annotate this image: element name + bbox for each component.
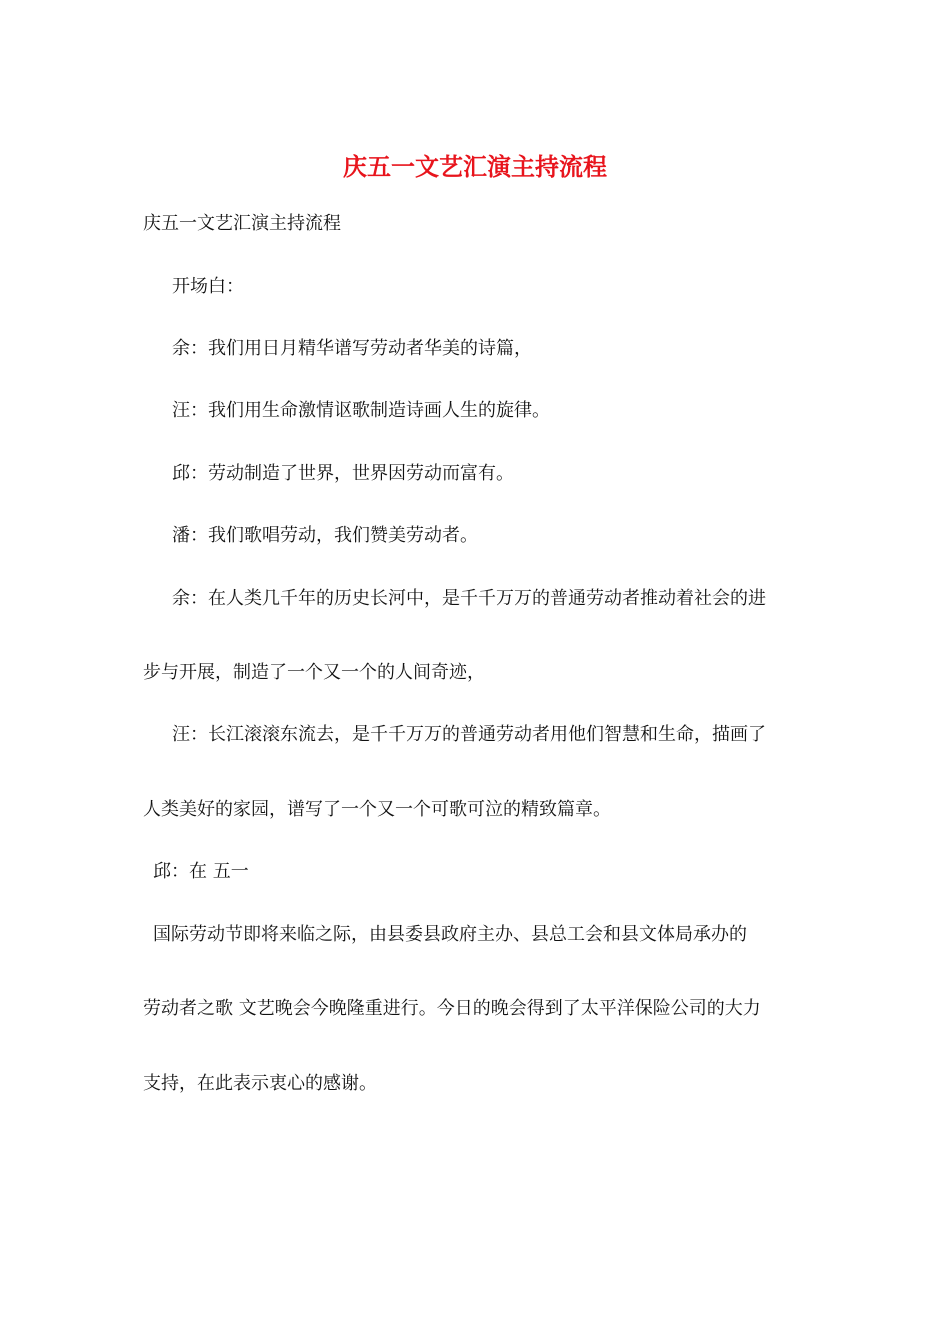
- document-title: 庆五一文艺汇演主持流程: [343, 152, 607, 181]
- body-line: 邱：劳动制造了世界，世界因劳动而富有。: [172, 463, 514, 484]
- body-line-opening: 开场白：: [172, 276, 244, 297]
- body-line: 步与开展，制造了一个又一个的人间奇迹，: [143, 662, 485, 683]
- body-line: 潘：我们歌唱劳动，我们赞美劳动者。: [172, 525, 478, 546]
- body-line-subtitle: 庆五一文艺汇演主持流程: [143, 213, 341, 234]
- body-line: 汪：长江滚滚东流去，是千千万万的普通劳动者用他们智慧和生命，描画了: [172, 724, 766, 745]
- body-line: 余：我们用日月精华谱写劳动者华美的诗篇，: [172, 338, 532, 359]
- body-line: 邱：在 五一: [153, 861, 249, 882]
- body-line: 支持，在此表示衷心的感谢。: [143, 1073, 377, 1094]
- body-line: 汪：我们用生命激情讴歌制造诗画人生的旋律。: [172, 400, 550, 421]
- body-line: 劳动者之歌 文艺晚会今晚隆重进行。今日的晚会得到了太平洋保险公司的大力: [143, 998, 761, 1019]
- body-line: 余：在人类几千年的历史长河中，是千千万万的普通劳动者推动着社会的进: [172, 588, 766, 609]
- body-line: 人类美好的家园，谱写了一个又一个可歌可泣的精致篇章。: [143, 799, 611, 820]
- body-line: 国际劳动节即将来临之际，由县委县政府主办、县总工会和县文体局承办的: [153, 924, 747, 945]
